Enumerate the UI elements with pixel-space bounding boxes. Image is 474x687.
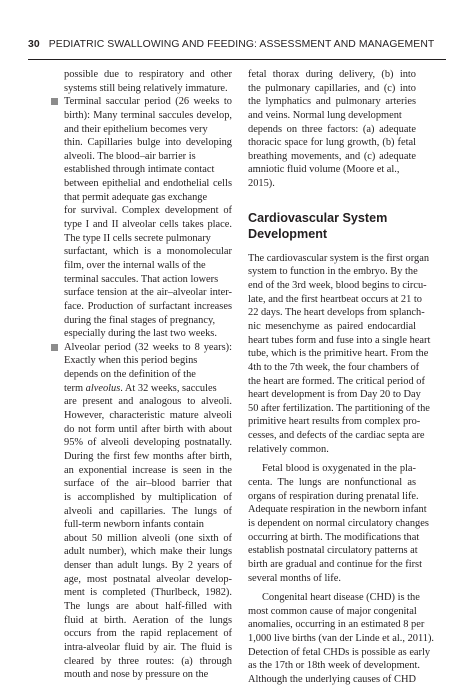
text-line: breathing movements, and (c) adequate <box>248 150 416 162</box>
text-line: primitive heart results from complex pro- <box>248 416 421 428</box>
paragraph <box>248 252 431 457</box>
text-line: heart development is from Day 20 to Day <box>248 389 421 401</box>
text-line: face. Production of surfactant increases <box>64 300 232 312</box>
text-line: for survival. Complex development of <box>64 205 232 217</box>
text-line: 4th to the 7th week, the four chambers of <box>248 361 420 373</box>
text-line: denser than adult lungs. By 2 years of <box>64 560 232 572</box>
text-line: the heart are formed. The critical period of <box>248 375 425 387</box>
header-rule <box>28 59 446 60</box>
text-line: most common cause of major congenital <box>248 605 417 617</box>
text-line: depends on the definition of the <box>64 369 196 381</box>
text-line: 95% of alveoli developing postnatally. <box>64 437 232 449</box>
text-line: relatively common. <box>248 443 329 455</box>
text-line: anomalies, occurring in an estimated 8 per <box>248 619 425 631</box>
text-line: the pulmonary capillaries, and (c) into <box>248 82 416 94</box>
bullet-line <box>64 341 232 355</box>
text-line: thoracic space for lung growth, (b) fetal <box>248 137 416 149</box>
text-line: during the final stages of pregnancy, <box>64 314 216 326</box>
text-line: as the 17th or 18th week of development. <box>248 660 420 672</box>
text-line: establish postnatal circulatory patterns at <box>248 545 418 557</box>
text-line: amniotic fluid volume (Moore et al., <box>248 164 400 176</box>
text-line: Adequate respiration in the newborn infant <box>248 504 427 516</box>
text-line: are present and analogous to alveoli. <box>64 396 232 408</box>
text-line: the lymphatics and pulmonary arteries <box>248 96 416 108</box>
text-line: Detection of fetal CHDs is possible as early <box>248 646 431 658</box>
text-line: 1,000 live births (van der Linde et al., 2011). <box>248 633 435 645</box>
text-line: During the first few months after birth, <box>64 450 232 462</box>
text-line: alveoli. The blood–air barrier is <box>64 150 196 162</box>
text-line: system to function in the embryo. By the <box>248 266 418 278</box>
text-line: 2015). <box>248 178 275 190</box>
section-heading-line: Cardiovascular System <box>248 210 388 225</box>
text-line: do not form until after birth with about <box>64 423 232 435</box>
text-line: The cardiovascular system is the first organ <box>248 252 430 264</box>
text-line: especially during the last two weeks. <box>64 328 217 340</box>
text-line: occurring at birth. The modifications that <box>248 531 420 543</box>
text-line: cesses, and defects of the cardiac septa are <box>248 430 425 442</box>
running-header <box>28 39 434 50</box>
text-line: centa. The lungs are nonfunctional as <box>248 477 416 489</box>
running-title: PEDIATRIC SWALLOWING AND FEEDING: ASSESSMENT AND MANAGEMENT <box>48 39 435 50</box>
text-line: systems still being relatively immature. <box>64 82 228 94</box>
text-line: birth are gradual and continue for the first <box>248 558 422 570</box>
text-line: Terminal saccular period (26 weeks to <box>64 96 232 108</box>
text-line: tube, which is the primitive heart. From the <box>248 348 429 360</box>
text-line: fetal thorax during delivery, (b) into <box>248 69 416 80</box>
text-line: age, most postnatal alveolar develop- <box>64 573 232 585</box>
text-line: is dependent on normal circulatory changes <box>248 517 429 529</box>
paragraph <box>248 462 429 585</box>
text-line: several months of life. <box>248 572 341 584</box>
text-line: The lungs are about half-filled with <box>64 600 232 612</box>
right-column <box>248 68 435 687</box>
text-line: adult number), which make their lungs <box>64 546 232 558</box>
text-line: about 50 million alveoli (one sixth of <box>64 532 232 544</box>
section-heading-line: Development <box>248 226 328 241</box>
text-line: late, and the first heartbeat occurs at 21 to <box>248 293 422 305</box>
text-line: thin. Capillaries bulge into developing <box>64 137 232 149</box>
text-line: and veins. Normal lung development <box>248 109 402 121</box>
text-line: mouth and nose by pressure on the <box>64 669 209 681</box>
text-line: film, over the internal walls of the <box>64 259 206 271</box>
text-line: is accomplished by multiplication of <box>64 491 232 503</box>
paragraph <box>248 591 435 686</box>
text-line: and their epithelium becomes very <box>64 123 208 135</box>
bullet-line <box>64 95 232 109</box>
text-line: term alveolus. At 32 weeks, saccules <box>64 382 217 394</box>
text-line: that permit adequate gas exchange <box>64 191 208 203</box>
text-line: surfactant, which is a monomolecular <box>64 246 232 258</box>
text-line: surface of the air–blood barrier that <box>64 478 232 490</box>
square-bullet-icon <box>51 98 58 105</box>
square-bullet-icon <box>51 344 58 351</box>
text-line: 50 after fertilization. The partitioning of the <box>248 402 430 414</box>
text-line: heart tubes form and fuse into a single heart <box>248 334 431 346</box>
page-number: 30 <box>28 39 40 50</box>
text-line: nic mesenchyme as paired endocardial <box>248 320 416 332</box>
text-line: intra-alveolar fluid by air. The fluid is <box>64 641 232 653</box>
text-line: end of the 3rd week, blood begins to circu- <box>248 280 427 292</box>
text-line: birth): Many terminal saccules develop, <box>64 109 232 121</box>
text-line: organs of respiration during prenatal life. <box>248 490 419 502</box>
text-line: established through intimate contact <box>64 164 215 176</box>
text-line: However, characteristic mature alveoli <box>64 410 232 422</box>
text-line: Although the underlying causes of CHD <box>248 673 416 685</box>
text-line: between epithelial and endothelial cells <box>64 178 232 190</box>
text-line: type I and II alveolar cells takes place. <box>64 219 232 231</box>
left-column <box>64 68 232 682</box>
text-line: surface tension at the air–alveolar inter- <box>64 287 232 299</box>
section-heading <box>248 210 416 242</box>
text-line: The type II cells secrete pulmonary <box>64 232 211 244</box>
text-line: Congenital heart disease (CHD) is the <box>262 592 420 604</box>
text-line: cleared by three routes: (a) through <box>64 655 232 667</box>
text-line: possible due to respiratory and other <box>64 69 232 80</box>
text-line: Exactly when this period begins <box>64 355 198 367</box>
text-line: an exponential increase is seen in the <box>64 464 232 476</box>
text-line: ment is completed (Thurlbeck, 1982). <box>64 587 232 599</box>
text-line: 22 days. The heart develops from splanch- <box>248 307 425 319</box>
text-line: terminal saccules. That action lowers <box>64 273 219 285</box>
text-line: fluid at birth. Aeration of the lungs <box>64 614 232 626</box>
text-line: occurs from the rapid replacement of <box>64 628 232 640</box>
text-line: alveoli and capillaries. The lungs of <box>64 505 232 517</box>
text-line: Alveolar period (32 weeks to 8 years): <box>64 341 232 353</box>
text-line: full-term newborn infants contain <box>64 519 204 531</box>
text-line: depends on three factors: (a) adequate <box>248 123 416 135</box>
text-line: Fetal blood is oxygenated in the pla- <box>262 463 416 475</box>
